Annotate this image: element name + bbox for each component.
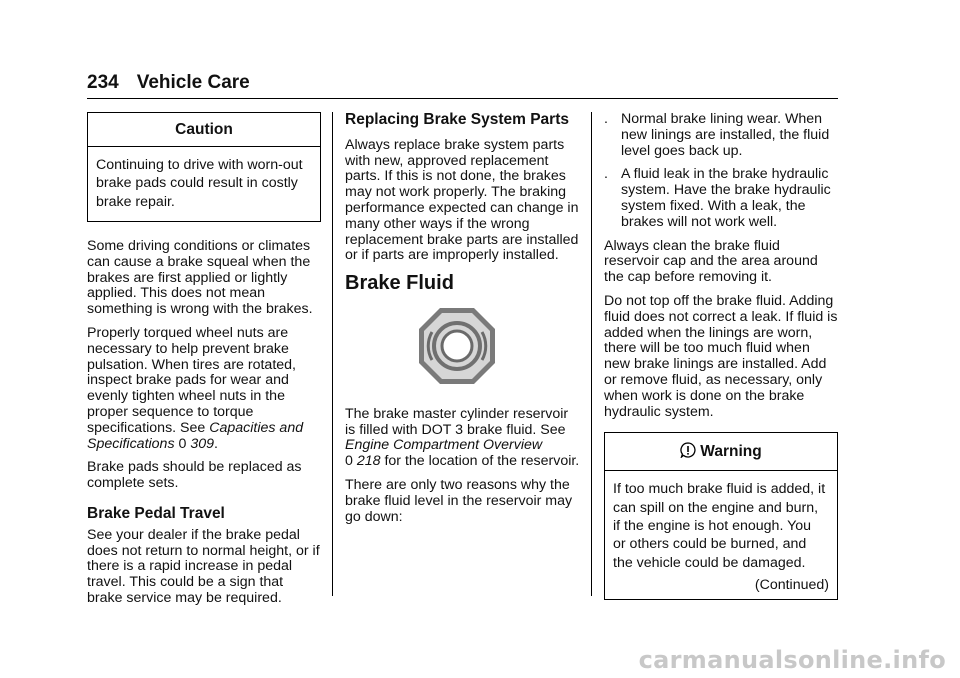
- warning-line: the vehicle could be damaged.: [613, 554, 806, 571]
- paragraph-top-off: Do not top off the brake fluid. Adding fluid does not correct a leak. If fluid is added when the linings are worn, there will be too much fluid when new brake linings are installed. Add or remove fluid, as necessary, only when work is done on the brake hydraulic system.: [604, 292, 838, 420]
- caution-body: [88, 147, 320, 221]
- caution-box: [87, 112, 321, 222]
- column-3: [604, 112, 838, 600]
- page-arrow-icon: 0: [178, 435, 187, 452]
- warning-line: can spill on the engine and burn,: [613, 499, 819, 516]
- warning-line: if the engine is hot enough. You: [613, 517, 812, 534]
- paragraph-brake-squeal: Some driving conditions or climates can cause a brake squeal when the brakes are first applied or lightly applied. This does not mean something is wrong with the brakes.: [87, 238, 313, 318]
- page-reference[interactable]: 218: [356, 453, 381, 470]
- heading-brake-pedal-travel: Brake Pedal Travel: [87, 504, 225, 522]
- warning-header: [605, 433, 837, 471]
- bullet-text: Normal brake lining wear. When new linings are installed, the fluid level goes back up.: [621, 111, 830, 159]
- watermark: carmanualsonline.info: [638, 646, 946, 674]
- paragraph-text: Properly torqued wheel nuts are necessary to help prevent brake pulsation. When tires are rotated, inspect brake pads for wear and evenly tighten wheel nuts in the proper sequence to torque specifications. See: [87, 325, 296, 436]
- warning-line: If too much brake fluid is added, it: [613, 481, 826, 498]
- caution-line: brake pads could result in costly: [96, 175, 298, 192]
- page-reference[interactable]: 309: [190, 435, 215, 452]
- warning-line: or others could be burned, and: [613, 536, 807, 553]
- bullet-marker: .: [604, 166, 608, 183]
- list-item: [604, 167, 838, 230]
- continued-label: (Continued): [754, 577, 829, 594]
- cross-reference-link[interactable]: Capacities and Specifications: [87, 419, 304, 452]
- paragraph-brake-pads: Brake pads should be replaced as complete sets.: [87, 459, 302, 492]
- bullet-text: A fluid leak in the brake hydraulic system. Have the brake hydraulic system fixed. With a leak, the brakes will not work well.: [621, 166, 831, 230]
- section-title: Vehicle Care: [136, 72, 250, 93]
- bullet-marker: .: [604, 111, 608, 127]
- header-rule: [87, 98, 838, 99]
- warning-body: [605, 471, 837, 598]
- cross-reference-link[interactable]: Engine Compartment Overview: [345, 437, 543, 454]
- paragraph-text: for the location of the reservoir.: [380, 453, 580, 470]
- warning-title: Warning: [700, 443, 762, 461]
- warning-box: [604, 432, 838, 599]
- heading-brake-fluid: Brake Fluid: [345, 272, 454, 295]
- paragraph-master-cylinder: [345, 407, 581, 470]
- column-1: [87, 112, 321, 615]
- page-header: [87, 72, 250, 94]
- paragraph-text: The brake master cylinder reservoir is filled with DOT 3 brake fluid. See: [345, 405, 569, 438]
- page-number: 234: [87, 72, 119, 93]
- paragraph-replacing-parts: Always replace brake system parts with new, approved replacement parts. If this is not done, the brakes may not work properly. The braking performance expected can change in many other ways if the wrong replacement brake parts are installed or if parts are improperly installed.: [345, 136, 579, 264]
- paragraph-pedal-travel: See your dealer if the brake pedal does not return to normal height, or if there is a rapid increase in pedal travel. This could be a sign that brake service may be required.: [87, 526, 320, 606]
- paragraph-two-reasons: There are only two reasons why the brake fluid level in the reservoir may go down:: [345, 476, 573, 525]
- caution-title: Caution: [88, 113, 320, 147]
- heading-replacing-parts: Replacing Brake System Parts: [345, 111, 569, 128]
- column-2: [345, 112, 581, 533]
- list-item: [604, 112, 838, 159]
- warning-icon: [680, 442, 696, 462]
- brake-fluid-symbol-icon: [333, 306, 581, 391]
- caution-line: brake repair.: [96, 193, 175, 210]
- caution-line: Continuing to drive with worn-out: [96, 156, 303, 173]
- paragraph-clean-cap: Always clean the brake fluid reservoir cap and the area around the cap before removing it.: [604, 237, 818, 286]
- paragraph-wheel-nuts: Properly torqued wheel nuts are necessary to help prevent brake pulsation. When tires are rotated, inspect brake pads for wear and evenly tighten wheel nuts in the proper sequence to torque specifications. See Capacities and Specifications 0 309.: [87, 325, 304, 452]
- page-arrow-icon: 0: [345, 453, 353, 470]
- column-divider-2: [591, 112, 592, 596]
